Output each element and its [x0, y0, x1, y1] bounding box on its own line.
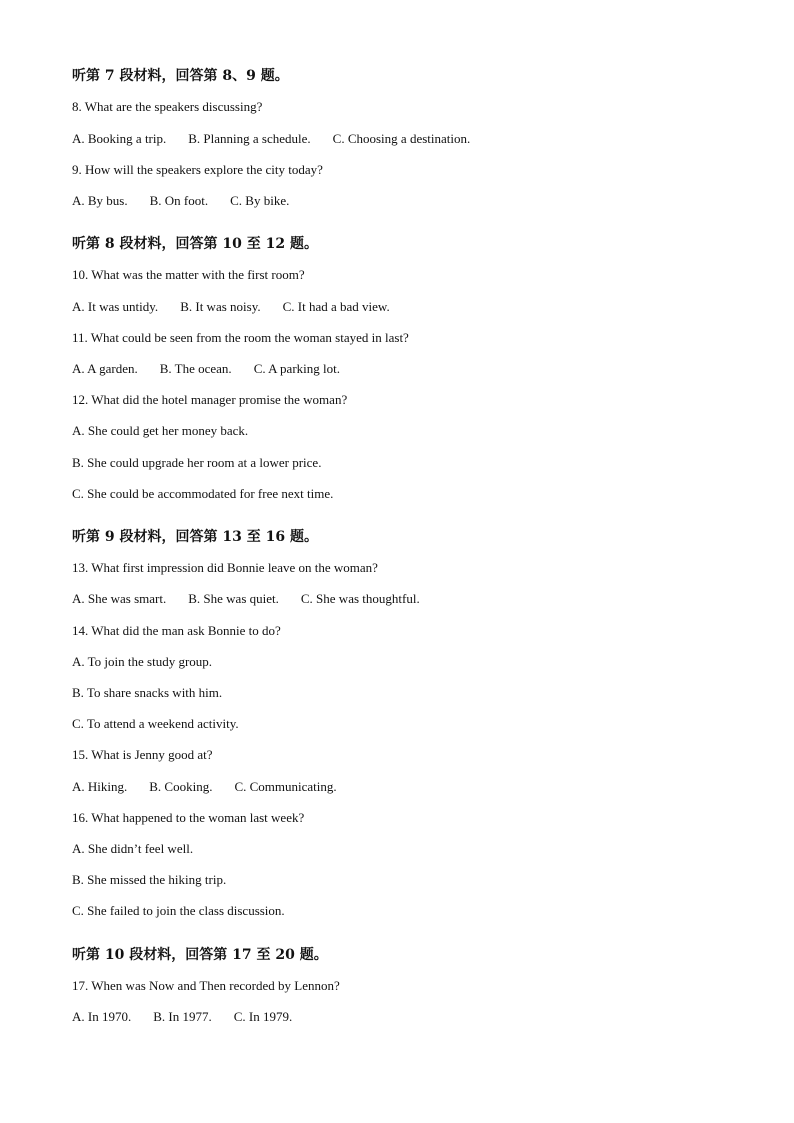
question-10: 10. What was the matter with the first room?: [72, 267, 305, 282]
options-row-9: [72, 193, 289, 209]
option-c: C. To attend a weekend activity.: [72, 716, 239, 731]
question-8: 8. What are the speakers discussing?: [72, 99, 263, 114]
option-b: B. Cooking.: [149, 779, 213, 794]
section-heading: 听第 7 段材料，回答第 8、9 题。: [72, 68, 289, 84]
option-c: C. By bike.: [230, 193, 290, 208]
option-c: C. Communicating.: [234, 779, 337, 794]
option-c: C. She failed to join the class discussion.: [72, 903, 285, 918]
option-a: A. It was untidy.: [72, 299, 159, 314]
option-a: A. A garden.: [72, 361, 138, 376]
option-a: A. In 1970.: [72, 1009, 132, 1024]
options-row-10: [72, 299, 390, 315]
option-c: C. She could be accommodated for free next time.: [72, 486, 334, 501]
option-c: C. She was thoughtful.: [300, 591, 420, 606]
options-row-17: [72, 1009, 292, 1025]
options-row-8: [72, 131, 470, 147]
question-16: 16. What happened to the woman last week?: [72, 810, 305, 825]
option-b: B. On foot.: [149, 193, 209, 208]
question-14: 14. What did the man ask Bonnie to do?: [72, 623, 281, 638]
option-a: A. Booking a trip.: [72, 131, 167, 146]
section-heading: 听第 8 段材料，回答第 10 至 12 题。: [72, 236, 318, 252]
option-b: B. To share snacks with him.: [72, 685, 223, 700]
option-b: B. Planning a schedule.: [188, 131, 311, 146]
option-b: B. The ocean.: [159, 361, 232, 376]
question-9: 9. How will the speakers explore the city today?: [72, 162, 323, 177]
question-15: 15. What is Jenny good at?: [72, 747, 213, 762]
question-13: 13. What first impression did Bonnie leave on the woman?: [72, 560, 378, 575]
option-b: B. In 1977.: [153, 1009, 212, 1024]
option-c: C. Choosing a destination.: [332, 131, 471, 146]
option-a: A. To join the study group.: [72, 654, 213, 669]
options-row-11: [72, 361, 340, 377]
question-17: 17. When was Now and Then recorded by Lennon?: [72, 978, 340, 993]
section-heading: 听第 9 段材料，回答第 13 至 16 题。: [72, 529, 318, 545]
option-a: A. She was smart.: [72, 591, 167, 606]
option-a: A. She didn’t feel well.: [72, 841, 194, 856]
option-a: A. By bus.: [72, 193, 128, 208]
option-b: B. She missed the hiking trip.: [72, 872, 227, 887]
options-row-15: [72, 779, 337, 795]
option-c: C. In 1979.: [233, 1009, 293, 1024]
option-a: A. Hiking.: [72, 779, 128, 794]
option-b: B. She was quiet.: [188, 591, 279, 606]
option-c: C. It had a bad view.: [282, 299, 390, 314]
options-row-13: [72, 591, 420, 607]
question-12: 12. What did the hotel manager promise the woman?: [72, 392, 348, 407]
option-a: A. She could get her money back.: [72, 423, 249, 438]
option-b: B. She could upgrade her room at a lower price.: [72, 455, 322, 470]
question-11: 11. What could be seen from the room the woman stayed in last?: [72, 330, 409, 345]
section-heading: 听第 10 段材料，回答第 17 至 20 题。: [72, 947, 328, 963]
option-c: C. A parking lot.: [253, 361, 340, 376]
option-b: B. It was noisy.: [180, 299, 261, 314]
